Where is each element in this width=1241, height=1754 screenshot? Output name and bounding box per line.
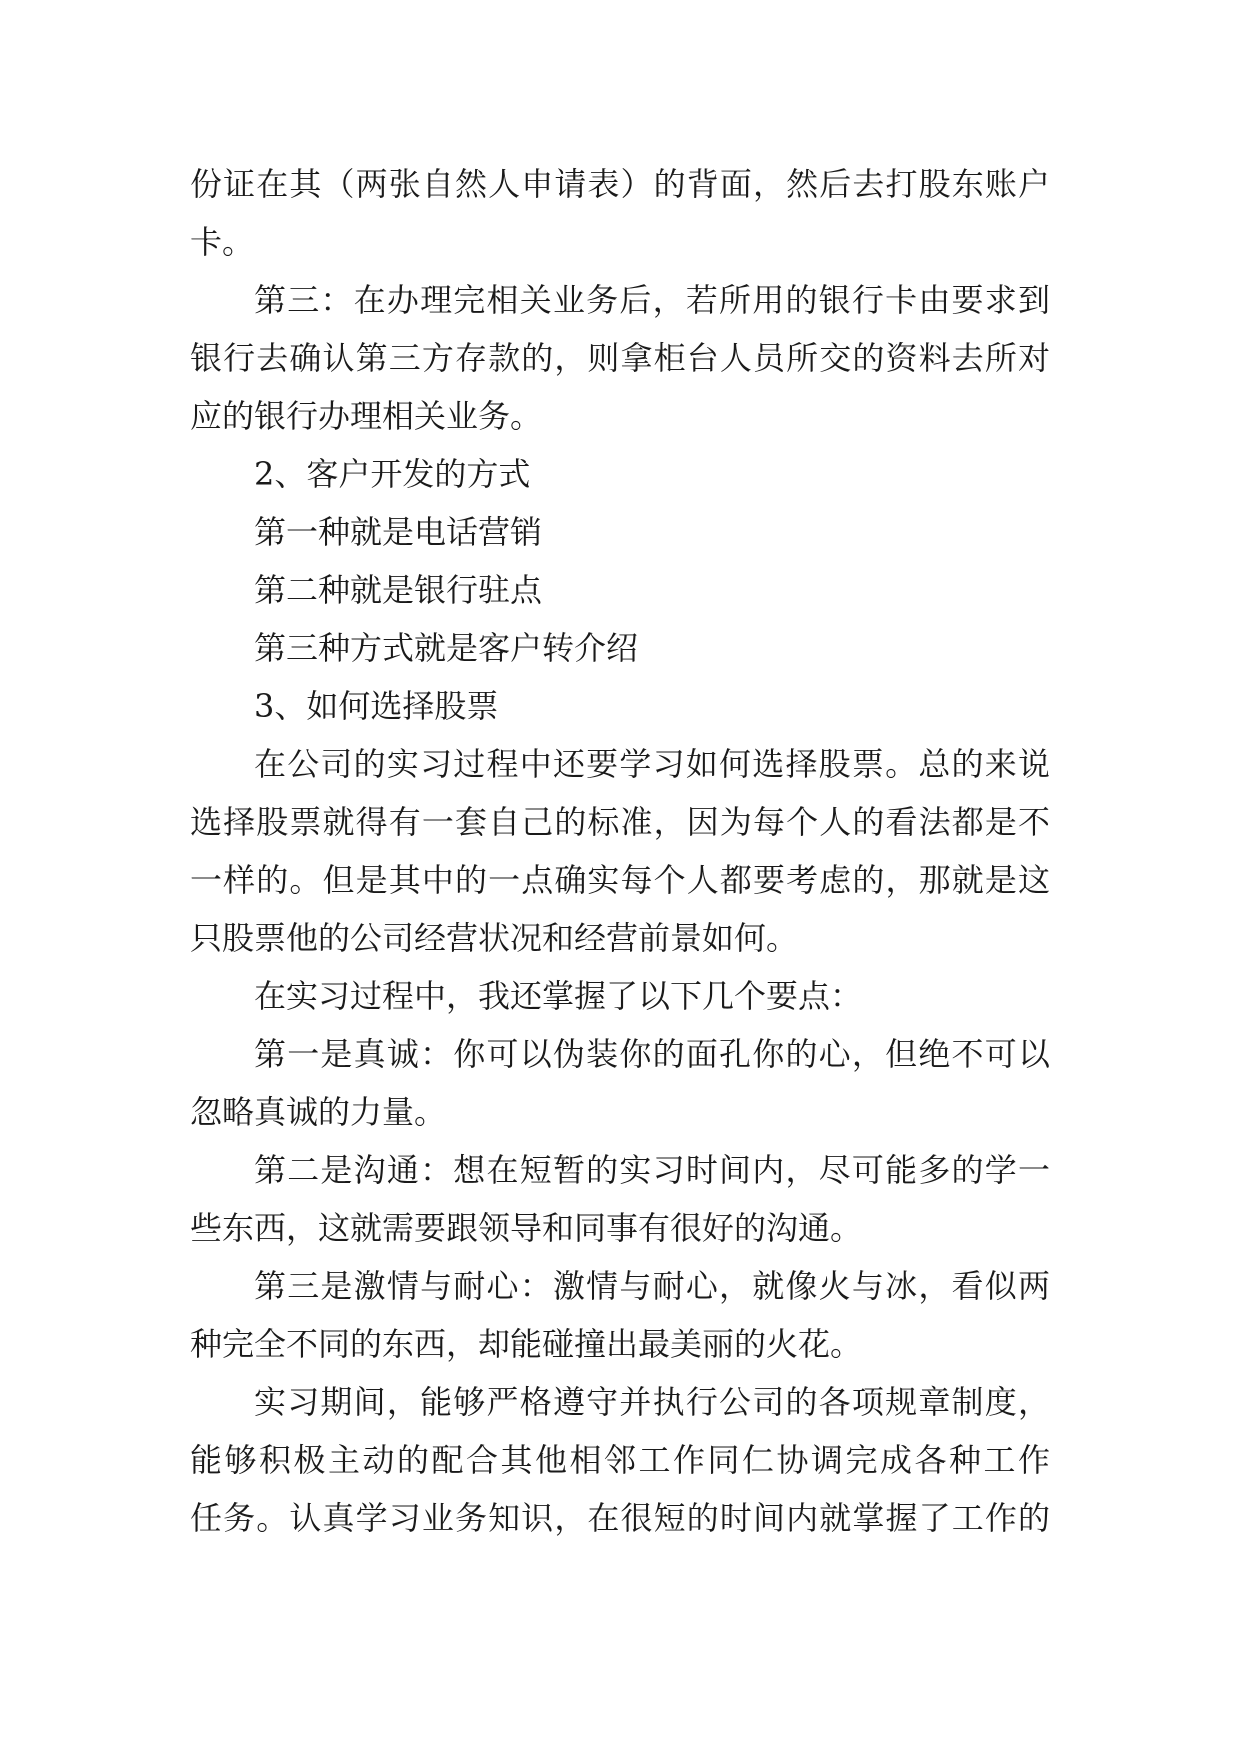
text-line: 第一是真诚：你可以伪装你的面孔你的心，但绝不可以 [254,1035,1050,1073]
text-line: 任务。认真学习业务知识，在很短的时间内就掌握了工作的 [190,1499,1050,1537]
text-line: 第一种就是电话营销 [254,513,543,551]
document-body [190,155,1050,1547]
text-line: 第三：在办理完相关业务后，若所用的银行卡由要求到 [254,281,1050,319]
text-line: 忽略真诚的力量。 [190,1093,447,1131]
text-line: 第二是沟通：想在短暂的实习时间内，尽可能多的学一 [254,1151,1050,1189]
section-heading: 3、如何选择股票 [254,687,499,725]
text-line: 只股票他的公司经营状况和经营前景如何。 [190,919,799,957]
text-line: 卡。 [190,223,255,261]
text-line: 一样的。但是其中的一点确实每个人都要考虑的，那就是这 [190,861,1050,899]
text-line: 在公司的实习过程中还要学习如何选择股票。总的来说 [254,745,1050,783]
text-line: 银行去确认第三方存款的，则拿柜台人员所交的资料去所对 [190,339,1050,377]
text-line: 份证在其（两张自然人申请表）的背面，然后去打股东账户 [190,165,1050,203]
text-line: 第三是激情与耐心：激情与耐心，就像火与冰，看似两 [254,1267,1050,1305]
text-line: 第二种就是银行驻点 [254,571,543,609]
text-line: 在实习过程中，我还掌握了以下几个要点： [254,977,863,1015]
text-line: 能够积极主动的配合其他相邻工作同仁协调完成各种工作 [190,1441,1050,1479]
text-line: 应的银行办理相关业务。 [190,397,543,435]
text-line: 实习期间，能够严格遵守并执行公司的各项规章制度， [254,1383,1050,1421]
text-line: 种完全不同的东西，却能碰撞出最美丽的火花。 [190,1325,863,1363]
text-line: 第三种方式就是客户转介绍 [254,629,639,667]
text-line: 些东西，这就需要跟领导和同事有很好的沟通。 [190,1209,863,1247]
text-line: 选择股票就得有一套自己的标准，因为每个人的看法都是不 [190,803,1050,841]
section-heading: 2、客户开发的方式 [254,455,531,493]
